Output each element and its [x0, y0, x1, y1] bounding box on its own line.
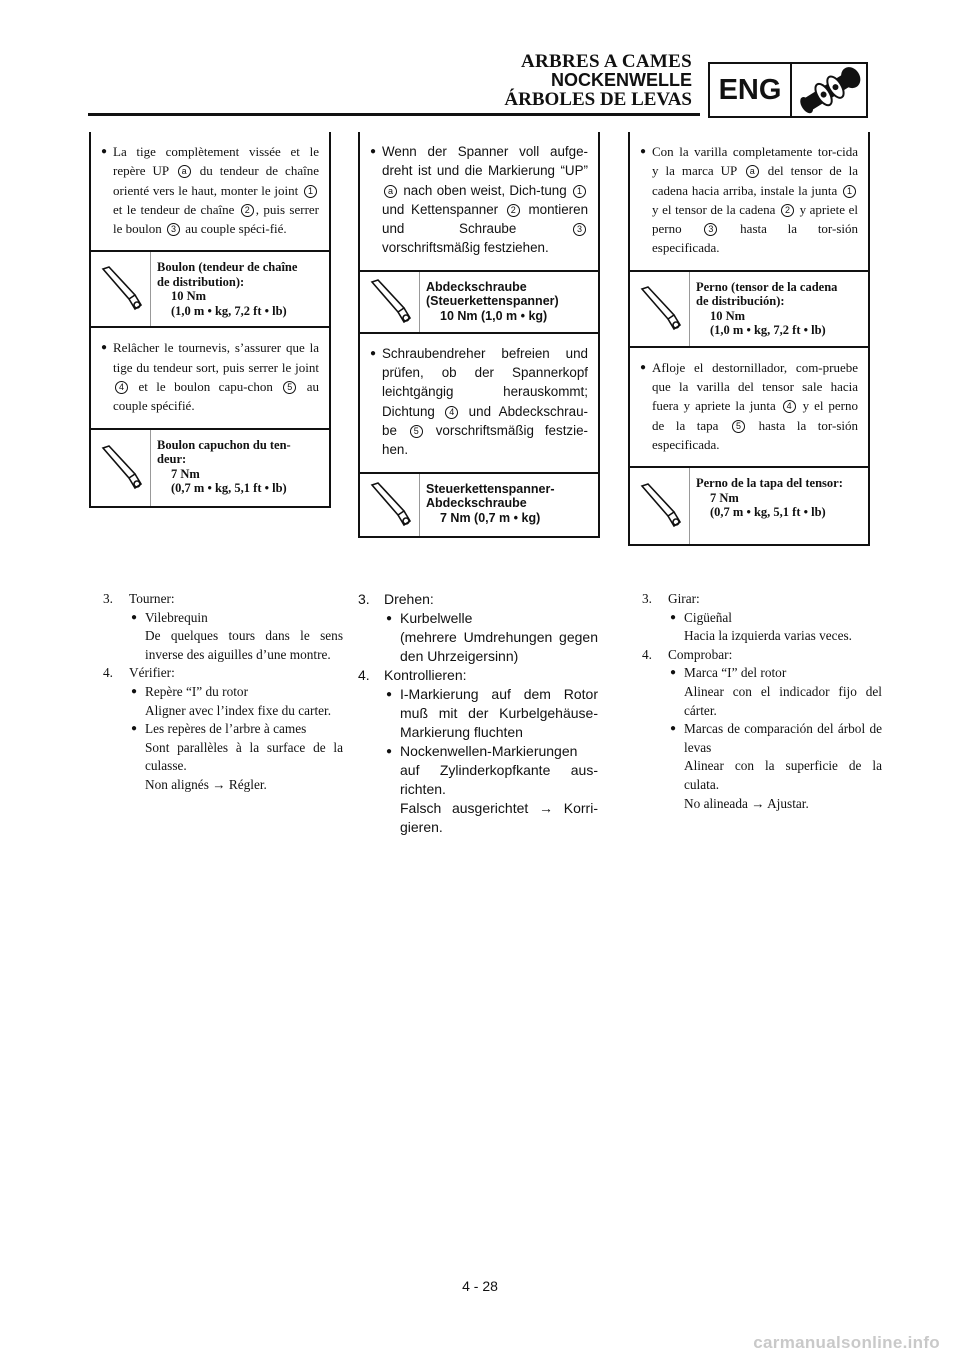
- eng-badge: ENG: [708, 62, 790, 118]
- spec-text-fr-2: ● Relâcher le tournevis, s’assurer que la tige du tendeur sort, puis serrer le joint 4 et le boulon capu-chon 5 au couple spécifié.: [91, 328, 329, 427]
- torque-spec-fr-1: Boulon (tendeur de chaîne de distribution): 10 Nm (1,0 m • kg, 7,2 ft • lb): [91, 250, 329, 328]
- spec-column-de: [358, 132, 600, 538]
- torque-spec-es-2: Perno de la tapa del tensor: 7 Nm (0,7 m • kg, 5,1 ft • lb): [630, 466, 868, 544]
- spec-text-es-1: ● Con la varilla completamente tor-cida y la marca UP a del tensor de la cadena hacia arriba, instale la junta 1 y el tensor de la cadena 2 y apriete el perno 3 hasta la tor-sión especificada.: [630, 132, 868, 270]
- torque-wrench-icon: [630, 272, 690, 346]
- page-number: 4 - 28: [462, 1278, 498, 1294]
- paragraph-es-2: Afloje el destornillador, com-pruebe que la varilla del tensor sale hacia fuera y apriete la junta 4 y el perno de la tapa 5 hasta la tor-sión especificada.: [652, 359, 859, 452]
- paragraph-fr-2: Relâcher le tournevis, s’assurer que la tige du tendeur sort, puis serrer le joint 4 et le boulon capu-chon 5 au couple spécifié.: [113, 340, 320, 414]
- paragraph-es-1: Con la varilla completamente tor-cida y la marca UP a del tensor de la cadena hacia arriba, instale la junta 1 y el tensor de la cadena 2 y apriete el perno 3 hasta la tor-sión especificada.: [652, 144, 858, 256]
- torque-wrench-icon: [630, 468, 690, 544]
- torque-wrench-icon: [360, 474, 420, 536]
- spec-text-de-1: ● Wenn der Spanner voll aufge-dreht ist und die Markierung “UP” a nach oben weist, Dich-tung 1 und Kettenspanner 2 montieren und Schraube 3 vorschriftsmäßig festziehen.: [360, 132, 598, 270]
- title-de: NOCKENWELLE: [551, 70, 692, 90]
- camshaft-icon: [790, 62, 868, 118]
- title-fr: ARBRES A CAMES: [520, 51, 692, 72]
- torque-spec-es-1: Perno (tensor de la cadena de distribución): 10 Nm (1,0 m • kg, 7,2 ft • lb): [630, 270, 868, 348]
- paragraph-fr-1: La tige complètement vissée et le repère UP a du tendeur de chaîne orienté vers le haut, monter le joint 1 et le tendeur de chaîne 2 , puis serrer le boulon 3 au couple spéci-fié.: [113, 144, 320, 237]
- torque-wrench-icon: [91, 252, 151, 326]
- spec-column-es: [628, 132, 870, 546]
- watermark: carmanualsonline.info: [753, 1333, 940, 1352]
- steps-fr: 3. Tourner: ● Vilebrequin De quelques tours dans le sens inverse des aiguilles d’une montre. 4. Vérifier: ● Repère “I” du rotor Aligner avec l’index fixe du carter. ● Les repères de l’arbre à cames Sont parallèles à la surface de la culasse. Non alignés → Régler.: [103, 591, 343, 792]
- spec-column-fr: [89, 132, 331, 508]
- header-rule: [88, 113, 700, 116]
- steps-de: 3. Drehen: ● Kurbelwelle (mehrere Umdrehungen gegen den Uhrzeigersinn) 4. Kontrollieren: ● I-Markierung auf dem Rotor muß mit der Kurbelgehäuse-Markierung fluchten ● Nockenwellen-Markierungen auf Zylinderkopfkante aus-richten. Falsch ausgerichtet → Korri-gieren.: [358, 591, 598, 835]
- steps-es: 3. Girar: ● Cigüeñal Hacia la izquierda varias veces. 4. Comprobar: ● Marca “I” del rotor Alinear con el indicador fijo del cárter. ● Marcas de comparación del árbol de levas Alinear con la superficie de la culata. No alineada → Ajustar.: [642, 591, 882, 811]
- spec-text-es-2: ● Afloje el destornillador, com-pruebe que la varilla del tensor sale hacia fuera y apriete la junta 4 y el perno de la tapa 5 hasta la tor-sión especificada.: [630, 348, 868, 466]
- torque-spec-de-2: Steuerkettenspanner- Abdeckschraube 7 Nm (0,7 m • kg): [360, 472, 598, 536]
- title-es: ÁRBOLES DE LEVAS: [504, 89, 692, 110]
- torque-spec-de-1: Abdeckschraube (Steuerkettenspanner) 10 Nm (1,0 m • kg): [360, 270, 598, 334]
- spec-text-fr-1: ● La tige complètement vissée et le repère UP a du tendeur de chaîne orienté vers le haut, monter le joint 1 et le tendeur de chaîne 2 , puis serrer le boulon 3 au couple spéci-fié.: [91, 132, 329, 250]
- header-titles: [504, 52, 692, 109]
- paragraph-de-1: Wenn der Spanner voll aufge-dreht ist und die Markierung “UP” a nach oben weist, Dich-tung 1 und Kettenspanner 2 montieren und Schraube 3 vorschriftsmäßig festziehen.: [382, 144, 589, 256]
- torque-wrench-icon: [91, 430, 151, 506]
- torque-wrench-icon: [360, 272, 420, 332]
- spec-text-de-2: ● Schraubendreher befreien und prüfen, ob der Spannerkopf leichtgängig herauskommt; Dichtung 4 und Abdeckschrau-be 5 vorschriftsmäßig festzie-hen.: [360, 334, 598, 472]
- paragraph-de-2: Schraubendreher befreien und prüfen, ob der Spannerkopf leichtgängig herauskommt; Dichtung 4 und Abdeckschrau-be 5 vorschriftsmäßig festzie-hen.: [382, 345, 588, 458]
- torque-spec-fr-2: Boulon capuchon du ten- deur: 7 Nm (0,7 m • kg, 5,1 ft • lb): [91, 428, 329, 506]
